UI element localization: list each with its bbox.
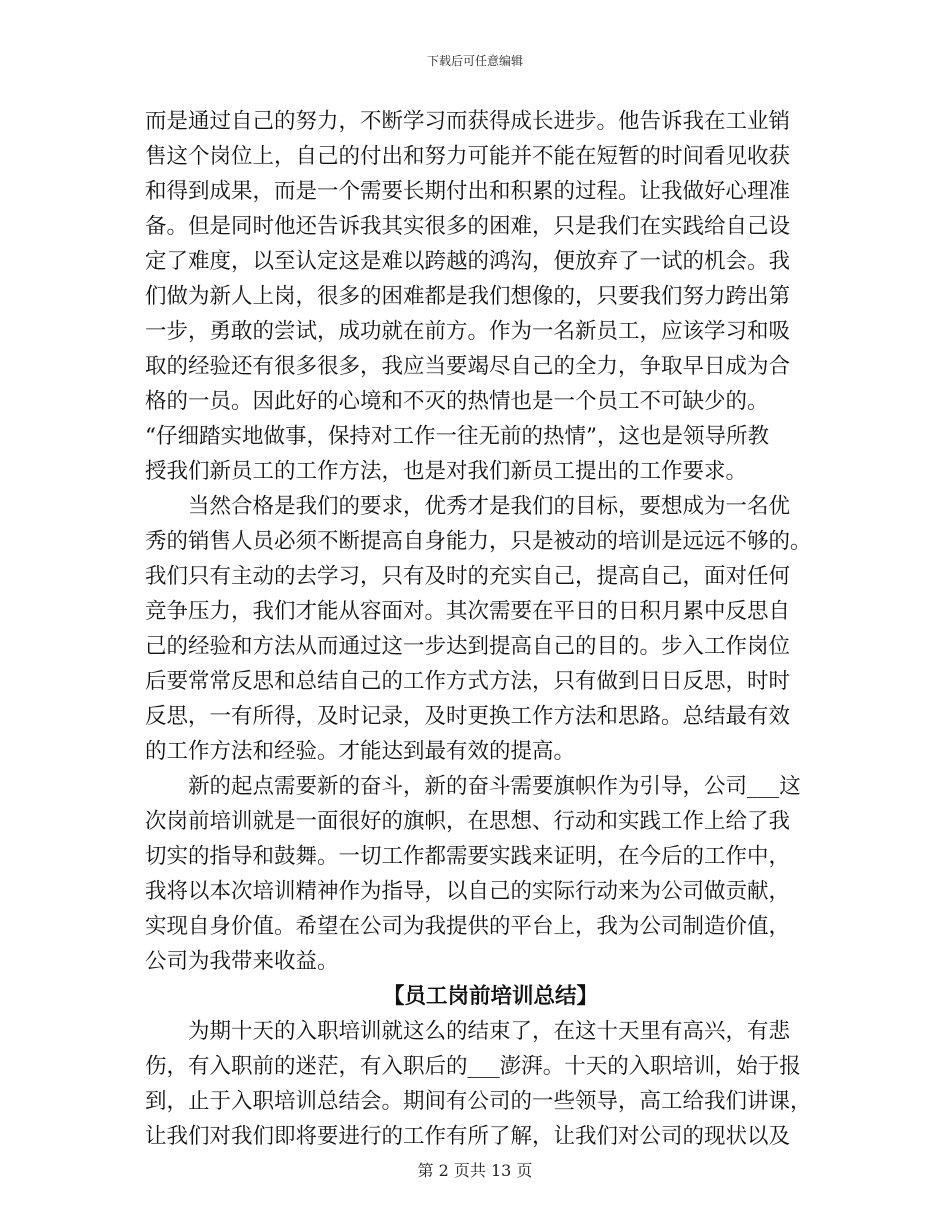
text-line: 和得到成果，而是一个需要长期付出和积累的过程。让我做好心理准	[145, 179, 791, 204]
text-line: 新的起点需要新的奋斗，新的奋斗需要旗帜作为引导，公司___这	[145, 774, 801, 799]
text-line: 到，止于入职培训总结会。期间有公司的一些领导，高工给我们讲课，	[145, 1089, 812, 1114]
text-line: “仔细踏实地做事，保持对工作一往无前的热情”，这也是领导所教	[145, 424, 769, 449]
page-header: 下载后可任意编辑	[426, 54, 523, 68]
text-line: 让我们对我们即将要进行的工作有所了解，让我们对公司的现状以及	[145, 1124, 791, 1149]
text-line: 后要常常反思和总结自己的工作方式方法，只有做到日日反思，时时	[145, 669, 791, 694]
text-line: 秀的销售人员必须不断提高自身能力，只是被动的培训是远远不够的。	[145, 529, 812, 554]
text-line: 格的一员。因此好的心境和不灭的热情也是一个员工不可缺少的。	[145, 389, 769, 414]
text-line: 一步，勇敢的尝试，成功就在前方。作为一名新员工，应该学习和吸	[145, 319, 791, 344]
text-line: 售这个岗位上，自己的付出和努力可能并不能在短暂的时间看见收获	[145, 144, 791, 169]
page-footer: 第 2 页共 13 页	[417, 1161, 533, 1180]
section-title: 【员工岗前培训总结】	[383, 984, 599, 1009]
text-line: 们做为新人上岗，很多的困难都是我们想像的，只要我们努力跨出第	[145, 284, 791, 309]
text-line: 而是通过自己的努力，不断学习而获得成长进步。他告诉我在工业销	[145, 109, 791, 134]
text-line: 我们只有主动的去学习，只有及时的充实自己，提高自己，面对任何	[145, 564, 791, 589]
text-line: 定了难度，以至认定这是难以跨越的鸿沟，便放弃了一试的机会。我	[145, 249, 791, 274]
text-line: 当然合格是我们的要求，优秀才是我们的目标，要想成为一名优	[145, 494, 791, 519]
document-body	[145, 104, 815, 1154]
text-line: 次岗前培训就是一面很好的旗帜，在思想、行动和实践工作上给了我	[145, 809, 791, 834]
text-line: 为期十天的入职培训就这么的结束了，在这十天里有高兴，有悲	[145, 1019, 791, 1044]
text-line: 取的经验还有很多很多，我应当要竭尽自己的全力，争取早日成为合	[145, 354, 791, 379]
text-line: 切实的指导和鼓舞。一切工作都需要实践来证明，在今后的工作中，	[145, 844, 791, 869]
text-line: 反思，一有所得，及时记录，及时更换工作方法和思路。总结最有效	[145, 704, 791, 729]
text-line: 的工作方法和经验。才能达到最有效的提高。	[145, 739, 576, 764]
text-line: 授我们新员工的工作方法，也是对我们新员工提出的工作要求。	[145, 459, 748, 484]
text-line: 实现自身价值。希望在公司为我提供的平台上，我为公司制造价值，	[145, 914, 791, 939]
text-line: 竞争压力，我们才能从容面对。其次需要在平日的日积月累中反思自	[145, 599, 791, 624]
text-line: 备。但是同时他还告诉我其实很多的困难，只是我们在实践给自己设	[145, 214, 791, 239]
text-line: 我将以本次培训精神作为指导，以自己的实际行动来为公司做贡献，	[145, 879, 791, 904]
text-line: 公司为我带来收益。	[145, 949, 339, 974]
text-line: 己的经验和方法从而通过这一步达到提高自己的目的。步入工作岗位	[145, 634, 791, 659]
text-line: 伤，有入职前的迷茫，有入职后的___澎湃。十天的入职培训，始于报	[145, 1054, 801, 1079]
